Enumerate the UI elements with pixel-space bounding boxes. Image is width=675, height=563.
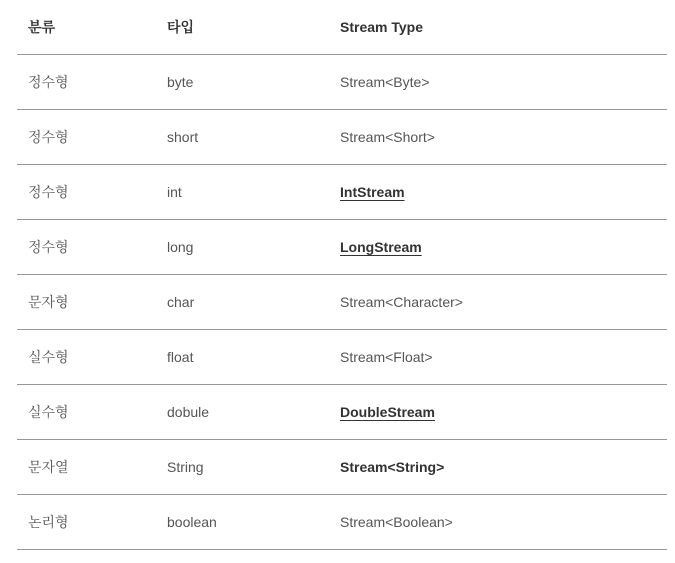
category-cell: 정수형 bbox=[17, 110, 156, 165]
type-cell: int bbox=[156, 165, 329, 220]
table-row bbox=[17, 165, 667, 220]
category-cell: 정수형 bbox=[17, 220, 156, 275]
type-cell: char bbox=[156, 275, 329, 330]
category-cell: 실수형 bbox=[17, 330, 156, 385]
category-cell: 논리형 bbox=[17, 495, 156, 550]
table-header-row bbox=[17, 0, 667, 55]
table-row bbox=[17, 495, 667, 550]
stream-type-cell: Stream<Byte> bbox=[340, 74, 430, 90]
table-row bbox=[17, 440, 667, 495]
stream-type-cell: Stream<String> bbox=[340, 459, 445, 475]
table-row bbox=[17, 330, 667, 385]
type-cell: boolean bbox=[156, 495, 329, 550]
type-cell: long bbox=[156, 220, 329, 275]
category-cell: 실수형 bbox=[17, 385, 156, 440]
stream-type-cell: Stream<Character> bbox=[340, 294, 463, 310]
stream-type-link[interactable]: IntStream bbox=[340, 184, 405, 200]
stream-type-cell: Stream<Boolean> bbox=[340, 514, 453, 530]
column-header-type: 타입 bbox=[156, 0, 329, 55]
type-cell: dobule bbox=[156, 385, 329, 440]
stream-type-cell: Stream<Short> bbox=[340, 129, 435, 145]
table-row bbox=[17, 110, 667, 165]
table-row bbox=[17, 220, 667, 275]
stream-type-link[interactable]: DoubleStream bbox=[340, 404, 435, 420]
stream-type-link[interactable]: LongStream bbox=[340, 239, 422, 255]
column-header-stream-type: Stream Type bbox=[329, 0, 667, 55]
category-cell: 문자형 bbox=[17, 275, 156, 330]
type-cell: short bbox=[156, 110, 329, 165]
table-row bbox=[17, 275, 667, 330]
table-row bbox=[17, 385, 667, 440]
category-cell: 정수형 bbox=[17, 165, 156, 220]
table-row bbox=[17, 55, 667, 110]
type-cell: float bbox=[156, 330, 329, 385]
type-cell: byte bbox=[156, 55, 329, 110]
category-cell: 정수형 bbox=[17, 55, 156, 110]
type-cell: String bbox=[156, 440, 329, 495]
stream-type-cell: Stream<Float> bbox=[340, 349, 433, 365]
category-cell: 문자열 bbox=[17, 440, 156, 495]
column-header-category: 분류 bbox=[17, 0, 156, 55]
type-stream-mapping-table bbox=[17, 0, 667, 550]
